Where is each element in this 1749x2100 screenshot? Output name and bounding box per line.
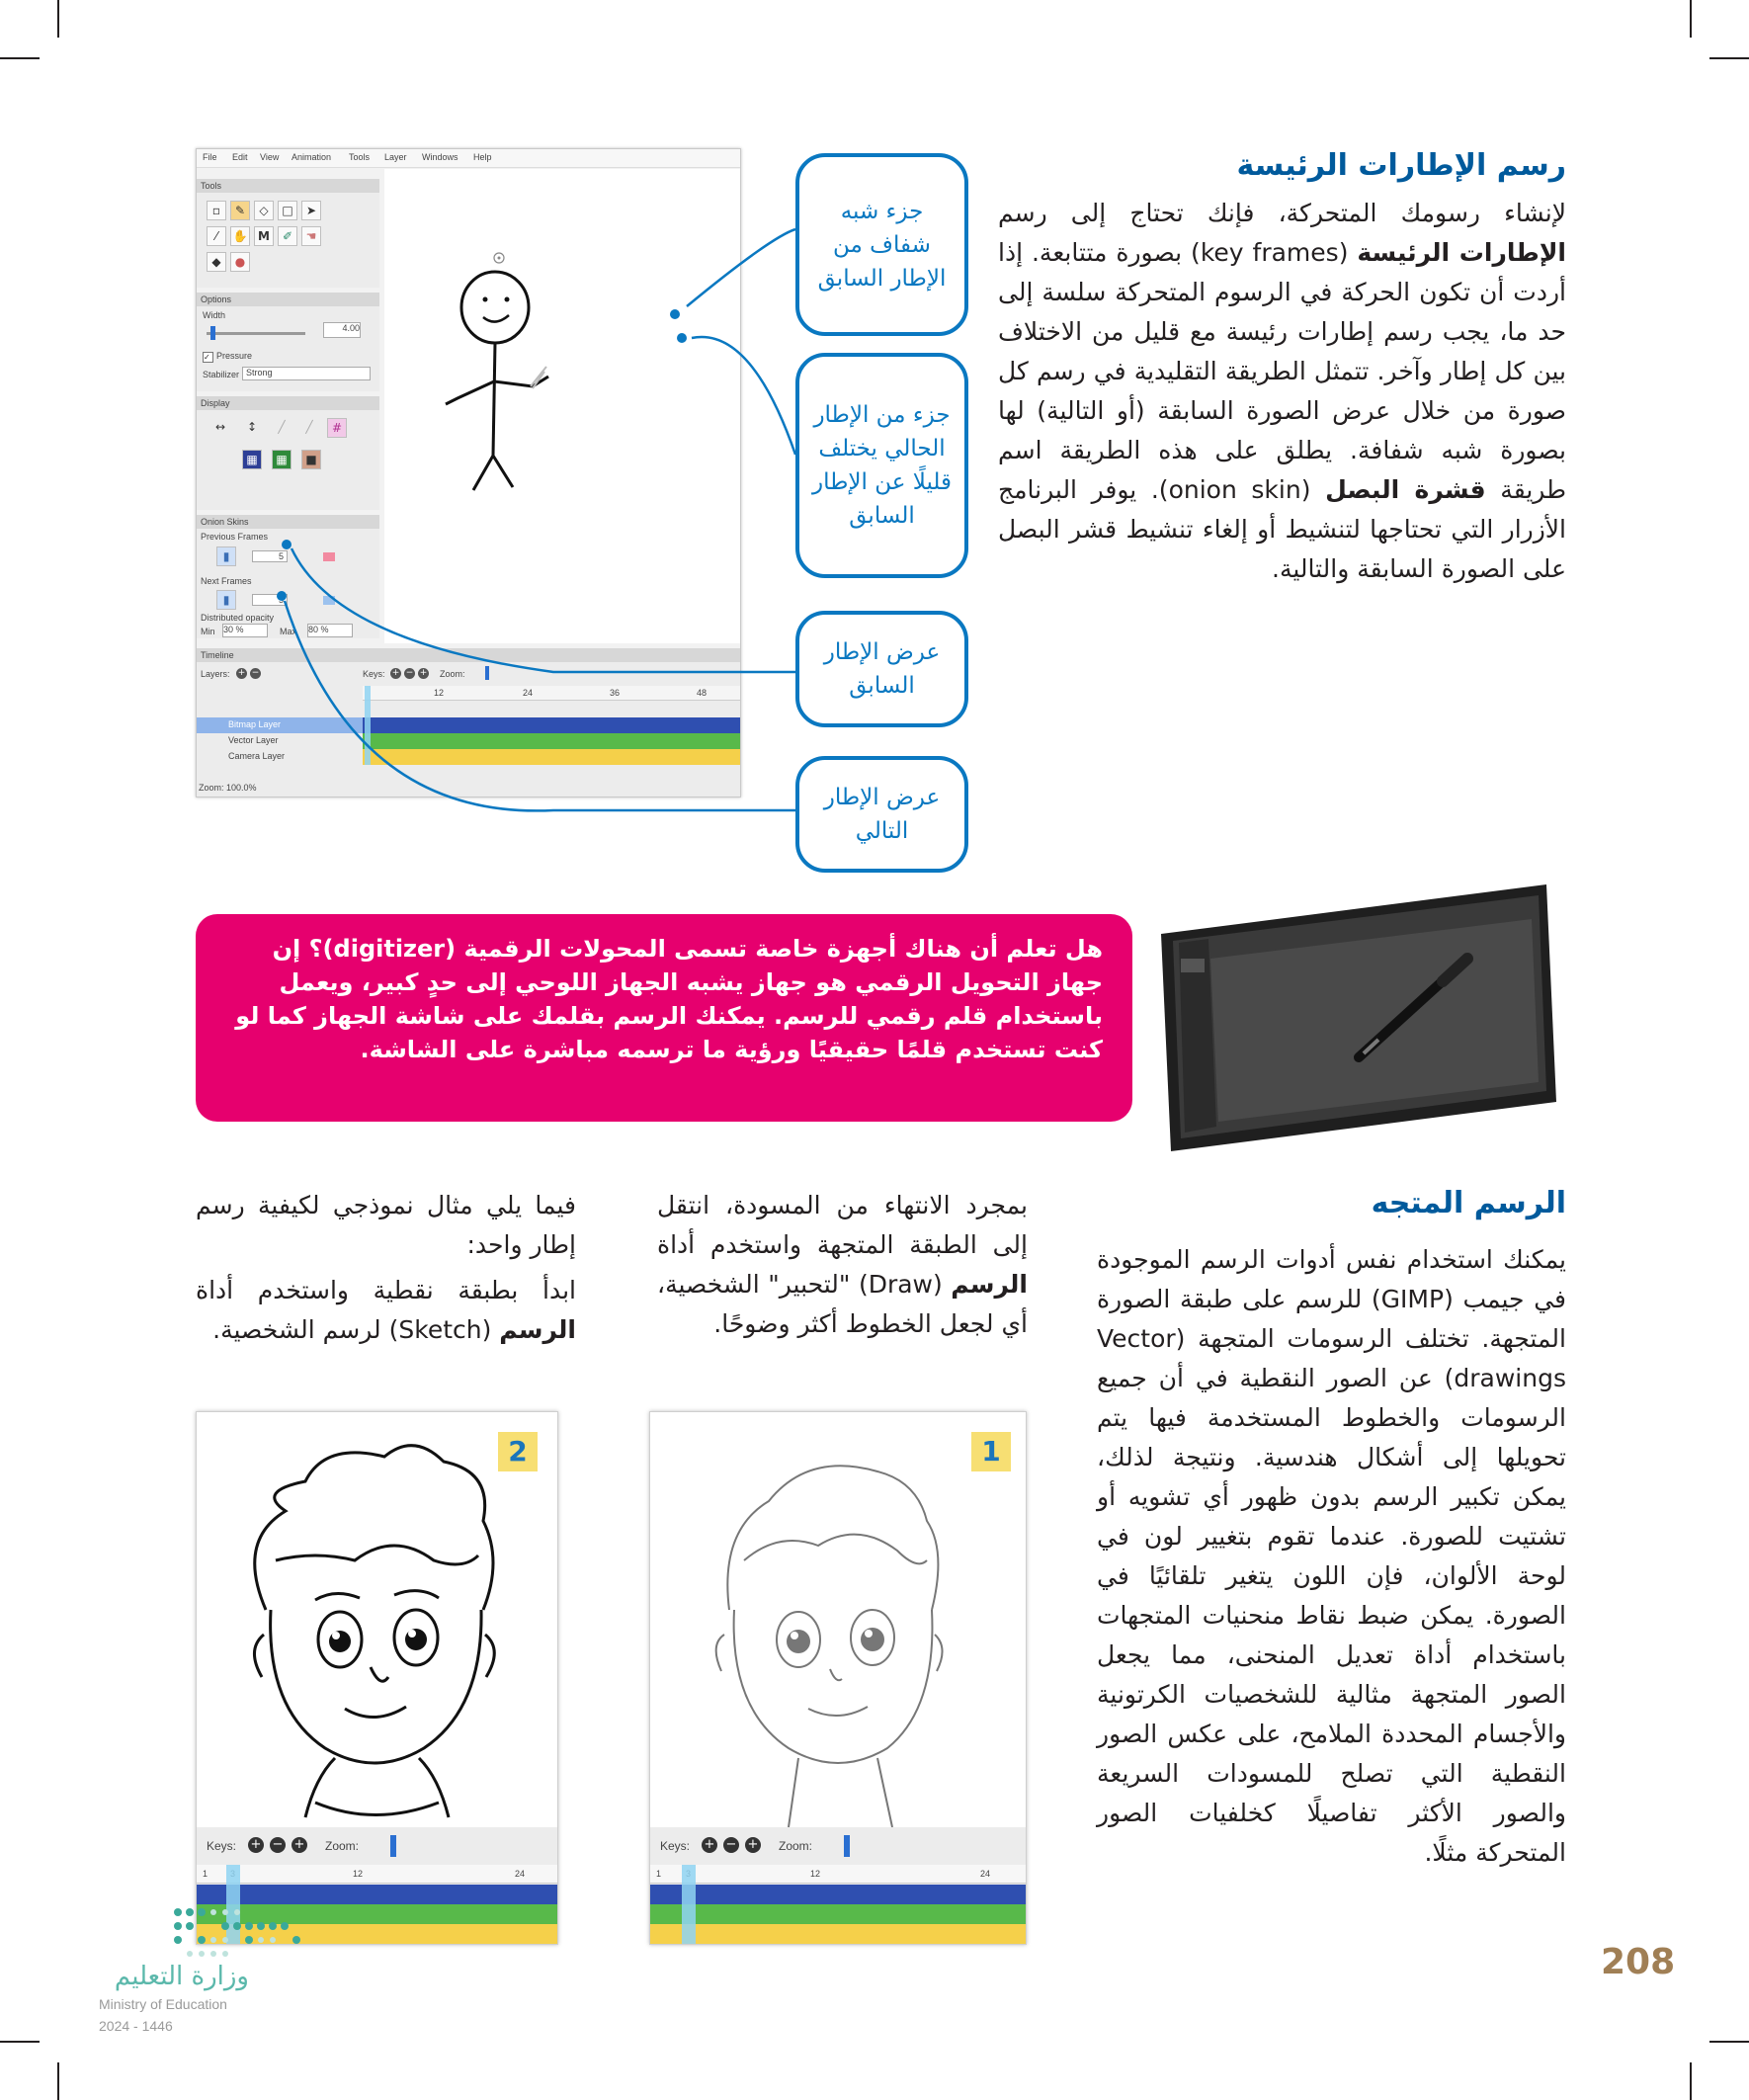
track-bitmap[interactable] (197, 1885, 557, 1904)
section-title-key-frames: رسم الإطارات الرئيسة (1236, 148, 1566, 183)
duplicate-key-icon[interactable]: + (419, 668, 428, 678)
timeline-ruler (197, 1865, 557, 1884)
tick-label: 24 (523, 688, 534, 698)
add-key-icon[interactable]: + (702, 1837, 717, 1853)
panel-title: Onion Skins (197, 515, 379, 529)
remove-key-icon[interactable]: − (405, 668, 414, 678)
duplicate-key-icon[interactable]: + (292, 1837, 307, 1853)
sketch-instruction (196, 1271, 576, 1350)
frame-1-sketch (649, 1411, 1027, 1945)
polyline-tool-icon[interactable]: ● (230, 252, 250, 272)
marquee-tool-icon[interactable]: □ (278, 201, 297, 220)
onion-skin-bold: قشرة البصل (1325, 475, 1486, 504)
pressure-checkbox[interactable]: ✓ (203, 352, 213, 363)
menu-item-animation[interactable]: Animation (292, 152, 332, 162)
section-paragraph-vector-drawing: يمكنك استخدام نفس أدوات الرسم الموجودة في جيمب (GIMP) للرسم على طبقة الصورة المتجهة. تختلف الرسومات المتجهة (Vector drawings) عن الصور النقطية في أن جميع الرسومات والخطوط المستخدمة فيها يتم تحويلها إلى أشكال هندسية. ونتيجة لذلك، يمكن تكبير الرسم بدون ظهور أي تشويه أو تشتيت للصورة. عندما تقوم بتغيير لون في لوحة الألوان، فإن اللون يتغير تلقائيًا في الصورة. يمكن ضبط نقاط منحنيات المتجهات باستخدام أداة تعديل المنحنى، مما يجعل الصور المتجهة مثالية للشخصيات الكرتونية والأجسام المحددة الملامح، على عكس الصور النقطية التي تصلح للمسودات السريعة والصور الأكثر تفاصيلًا كخلفيات الصور المتحركة مثلًا. (1097, 1245, 1566, 1867)
callout-show-next: عرض الإطار التالي (795, 756, 968, 873)
thin-lines-icon[interactable]: ╱ (278, 420, 286, 434)
panel-title: Options (197, 293, 379, 306)
add-layer-icon[interactable]: + (237, 668, 246, 678)
ministry-name-ar: وزارة التعليم (114, 1962, 249, 1991)
pointer-tool-icon[interactable]: ➤ (301, 201, 321, 220)
pressure-label: Pressure (216, 351, 253, 361)
ministry-logo-dots (168, 1902, 326, 1962)
middle-column-paragraph (657, 1186, 1028, 1344)
layer-name: Vector Layer (228, 735, 279, 745)
tick-label: 12 (434, 688, 445, 698)
menu-item-file[interactable]: File (203, 152, 217, 162)
callout-show-previous: عرض الإطار السابق (795, 611, 968, 727)
playhead[interactable] (682, 1865, 696, 1944)
width-label: Width (203, 310, 226, 320)
text-run: (Sketch) لرسم الشخصية. (212, 1315, 500, 1344)
add-key-icon[interactable]: + (248, 1837, 264, 1853)
flip-vertical-icon[interactable]: ↕ (246, 420, 258, 434)
grid-icon[interactable]: # (327, 418, 347, 438)
boy-inked (197, 1412, 557, 1827)
menu-item-edit[interactable]: Edit (232, 152, 248, 162)
previous-onion-toggle-icon[interactable]: ▮ (216, 546, 236, 566)
text-run: لإنشاء رسومك المتحركة، فإنك تحتاج إلى رسم (998, 199, 1566, 227)
select-tool-icon[interactable]: ▫ (207, 201, 226, 220)
keys-label: Keys: (660, 1839, 691, 1853)
min-label: Min (201, 627, 215, 636)
duplicate-key-icon[interactable]: + (745, 1837, 761, 1853)
remove-key-icon[interactable]: − (723, 1837, 739, 1853)
boy-sketch (650, 1412, 1026, 1827)
track-vector[interactable] (650, 1904, 1026, 1924)
academic-year: 2024 - 1446 (99, 2018, 173, 2034)
menu-item-tools[interactable]: Tools (349, 152, 371, 162)
next-onion-toggle-icon[interactable]: ▮ (216, 590, 236, 610)
crop-mark (1709, 2041, 1749, 2043)
bucket-tool-icon[interactable]: ◆ (207, 252, 226, 272)
pencil-tool-icon[interactable]: ✎ (230, 201, 250, 220)
smudge-tool-icon[interactable]: ☚ (301, 226, 321, 246)
section-title-vector-drawing: الرسم المتجه (1371, 1186, 1566, 1220)
tick-label: 36 (610, 688, 621, 698)
tick-label: 1 (203, 1869, 208, 1879)
width-value[interactable]: 4.00 (323, 322, 361, 338)
panel-title: Display (197, 396, 379, 410)
tick-label: 24 (515, 1869, 526, 1879)
draw-tool-bold: الرسم (951, 1270, 1028, 1299)
text-run: (onion skin). يوفر البرنامج الأزرار التي تحتاجها لتنشيط أو إلغاء تنشيط قشر البصل على الصورة السابقة والتالية. (998, 475, 1566, 583)
menu-item-help[interactable]: Help (473, 152, 492, 162)
zoom-label: Zoom: (440, 669, 465, 679)
brush-tool-icon[interactable]: ✐ (278, 226, 297, 246)
example-intro: فيما يلي مثال نموذجي لكيفية رسم إطار واحد: (196, 1191, 576, 1259)
menu-item-windows[interactable]: Windows (422, 152, 458, 162)
previous-frames-count[interactable]: 5 (252, 550, 288, 562)
text-run: (key frames) بصورة متتابعة. إذا أردت أن تكون الحركة في الرسوم المتحركة سلسة إلى حد ما، يجب رسم إطارات رئيسة مع قليل من الاختلاف بين كل إطار وآخر. تتمثل الطريقة التقليدية في رسم كل صورة من خلال عرض الصورة السابقة (أو التالية) لها بصورة شبه شفافة. يطلق على هذه الطريقة اسم طريقة (998, 238, 1567, 504)
add-key-icon[interactable]: + (391, 668, 400, 678)
frame-2-inked (196, 1411, 558, 1945)
tick-label: 48 (697, 688, 708, 698)
mirror-icon[interactable]: ■ (301, 450, 321, 469)
distributed-opacity-label: Distributed opacity (201, 613, 275, 623)
text-run: بمجرد الانتهاء من المسودة، انتقل إلى الطبقة المتجهة واستخدم أداة (657, 1191, 1028, 1259)
callout-semi-transparent: جزء شبه شفاف من الإطار السابق (795, 153, 968, 336)
frame-badge: 2 (498, 1432, 538, 1471)
crop-mark (0, 2041, 40, 2043)
remove-layer-icon[interactable]: − (251, 668, 260, 678)
eraser-tool-icon[interactable]: ◇ (254, 201, 274, 220)
frame-badge: 1 (971, 1432, 1011, 1471)
tick-label: 1 (656, 1869, 662, 1879)
zoom-label: Zoom: (325, 1839, 360, 1853)
previous-frames-label: Previous Frames (201, 532, 269, 542)
layer-name: Camera Layer (228, 751, 286, 761)
menu-item-view[interactable]: View (260, 152, 280, 162)
track-bitmap[interactable] (650, 1885, 1026, 1904)
drawing-tablet-image (1151, 880, 1566, 1161)
overlay-blue-icon[interactable]: ▦ (242, 450, 262, 469)
outlines-icon[interactable]: ╱ (305, 420, 313, 434)
stabilizer-label: Stabilizer (203, 370, 240, 379)
max-value[interactable]: 80 % (307, 624, 353, 637)
left-column-paragraph (196, 1186, 576, 1350)
crop-mark (57, 2062, 59, 2100)
zoom-slider-handle[interactable] (844, 1835, 850, 1857)
layers-label: Layers: (201, 669, 230, 679)
callout-current-frame: جزء من الإطار الحالي يختلف قليلًا عن الإطار السابق (795, 353, 968, 578)
stabilizer-select[interactable]: Strong (242, 367, 371, 380)
panel-title: Timeline (197, 648, 740, 662)
max-label: Max (280, 627, 297, 636)
layer-name: Bitmap Layer (228, 719, 282, 729)
tick-label: 24 (980, 1869, 991, 1879)
tick-label: 12 (353, 1869, 364, 1879)
menu-item-layer[interactable]: Layer (384, 152, 407, 162)
zoom-status: Zoom: 100.0% (199, 783, 257, 793)
keys-label: Keys: (363, 669, 385, 679)
ministry-name-en: Ministry of Education (99, 1996, 227, 2012)
did-you-know-box: هل تعلم أن هناك أجهزة خاصة تسمى المحولات الرقمية (digitizer)؟ إن جهاز التحويل الرقمي هو جهاز يشبه الجهاز اللوحي إلى حدٍ كبير، ويعمل باستخدام قلم رقمي للرسم. يمكنك الرسم بقلمك على شاشة الجهاز كما لو كنت تستخدم قلمًا حقيقيًا ورؤية ما ترسمه مباشرة على الشاشة. (196, 914, 1132, 1122)
flip-horizontal-icon[interactable]: ↔ (214, 420, 226, 434)
pen-tool-icon[interactable]: M (254, 226, 274, 246)
next-frames-label: Next Frames (201, 576, 252, 586)
text-run: (Draw) "لتحبير" الشخصية، أي لجعل الخطوط أكثر وضوحًا. (657, 1270, 1028, 1338)
track-camera[interactable] (650, 1924, 1026, 1944)
crop-mark (1690, 2062, 1692, 2100)
page-number: 208 (1601, 1942, 1676, 1982)
timeline-ruler (650, 1865, 1026, 1884)
frame1-timeline (650, 1827, 1026, 1944)
tick-label: 12 (810, 1869, 821, 1879)
overlay-green-icon[interactable]: ▦ (272, 450, 292, 469)
panel-title: Tools (197, 179, 379, 193)
zoom-slider-handle[interactable] (390, 1835, 396, 1857)
remove-key-icon[interactable]: − (270, 1837, 286, 1853)
hand-tool-icon[interactable]: ✋ (230, 226, 250, 246)
keys-label: Keys: (207, 1839, 237, 1853)
key-frames-bold: الإطارات الرئيسة (1357, 238, 1566, 267)
text-run: ابدأ بطبقة نقطية واستخدم أداة (196, 1276, 576, 1304)
zoom-label: Zoom: (779, 1839, 813, 1853)
eyedropper-tool-icon[interactable]: ⁄ (207, 226, 226, 246)
sketch-tool-bold: الرسم (499, 1315, 576, 1344)
min-value[interactable]: 30 % (222, 624, 268, 637)
